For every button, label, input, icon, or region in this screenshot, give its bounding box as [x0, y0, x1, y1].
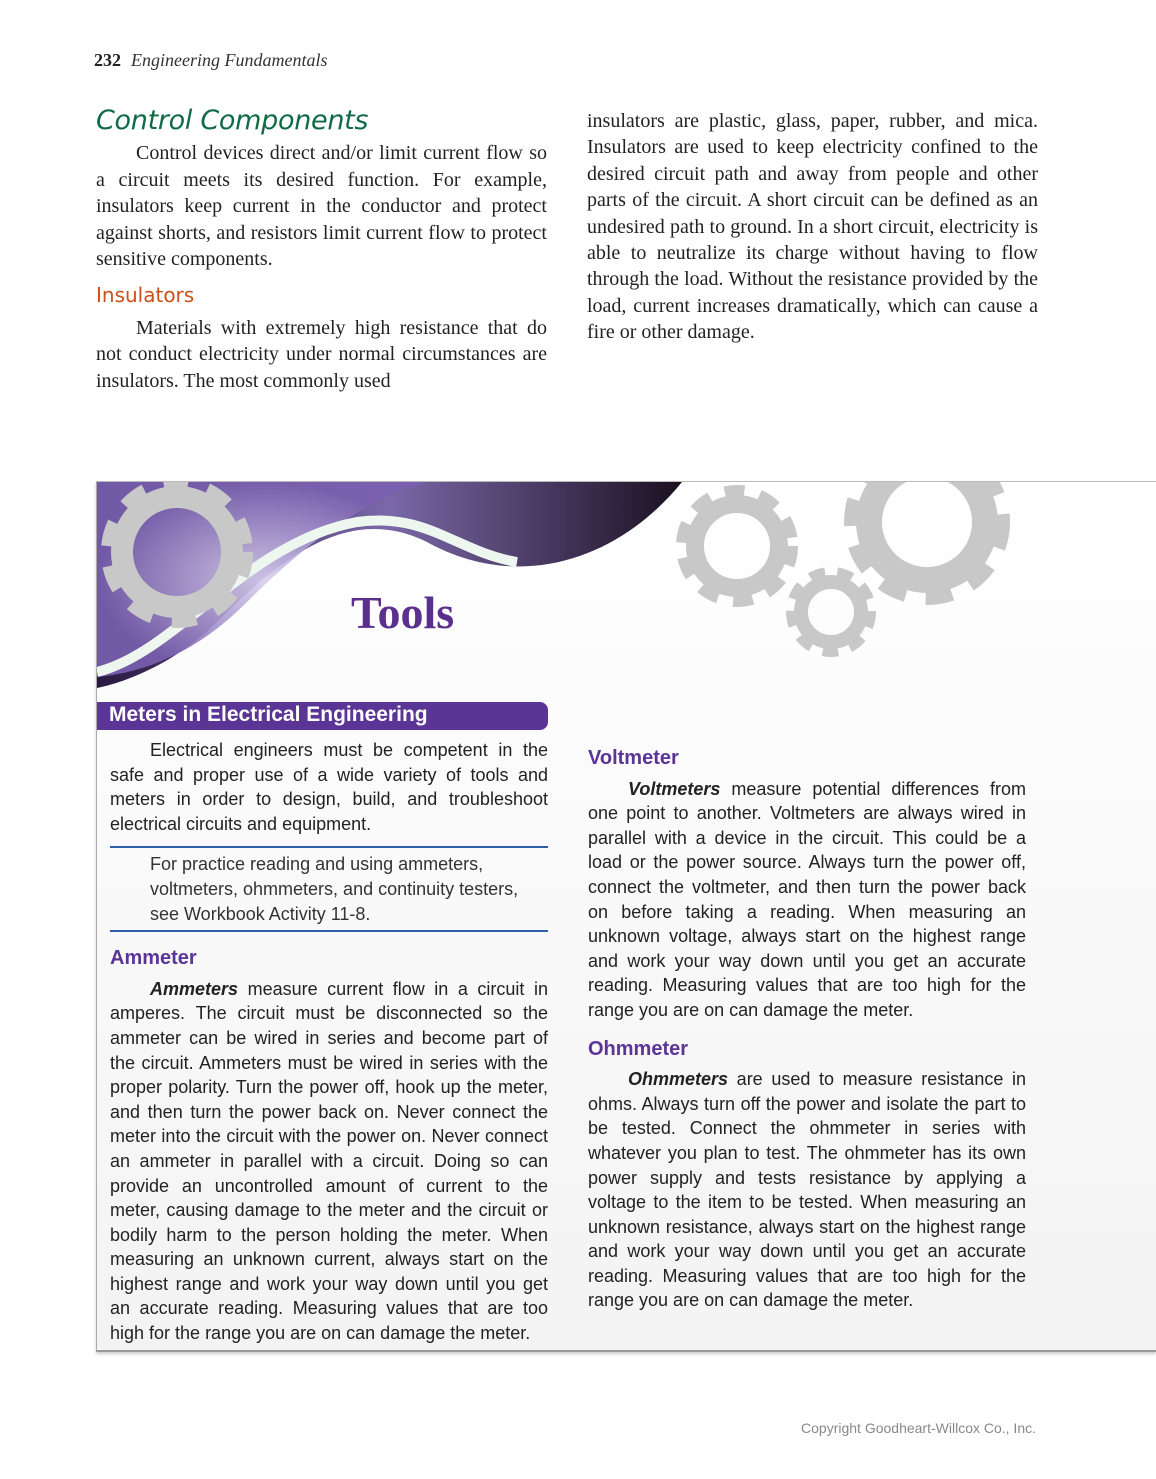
voltmeter-heading: Voltmeter — [588, 747, 679, 769]
ohmmeter-term: Ohmmeters — [628, 1069, 729, 1090]
insulators-heading: Insulators — [96, 283, 195, 308]
voltmeter-text: measure potential differences from one point to another. Voltmeters are always wired in parallel with a device in the circuit. This could be a load or the power source. Always turn the power off, connect the voltmeter, and then turn the power back on before taking a reading. When measuring an unknown voltage, always start on the highest range and work your way down until you get an accurate reading. Measuring values that are too high for the range you are on can damage the meter. — [588, 778, 1026, 1020]
ammeter-heading: Ammeter — [110, 947, 197, 970]
ammeter-text: measure current flow in a circuit in amperes. The circuit must be disconnected so the ammeter can be wired in series and become part of the circuit. Ammeters must be wired in series with the proper polarity. Turn the power off, hook up the meter, and then turn the power back on. Never connect the meter into the circuit with the power on. Never connect an ammeter in parallel with a circuit. Doing so can provide an uncontrolled amount of current to the meter, causing damage to the meter and the circuit or bodily harm to the person holding the meter. When measuring an unknown current, always start on the highest range and work your way down until you get an accurate reading. Measuring values that are too high for the range you are on can damage the meter. — [110, 978, 548, 1344]
box-left-column — [110, 738, 548, 1346]
book-title: Engineering Fundamentals — [131, 50, 328, 70]
box-right-column — [588, 738, 1026, 1313]
voltmeter-term: Voltmeters — [628, 778, 721, 799]
ammeter-term: Ammeters — [150, 978, 239, 999]
ammeter-paragraph — [110, 977, 548, 1346]
intro-paragraph: Control devices direct and/or limit current flow so a circuit meets its desired function. For example, insulators keep current in the conductor and protect against shorts, and resistors limit current flow to protect sensitive components. — [96, 142, 547, 271]
voltmeter-paragraph — [588, 777, 1026, 1023]
workbook-note: For practice reading and using ammeters, voltmeters, ohmmeters, and continuity testers, see Workbook Activity 11-8. — [110, 846, 548, 932]
banner-artwork — [97, 482, 1156, 688]
ohmmeter-heading: Ohmmeter — [588, 1037, 689, 1060]
insulators-paragraph: Materials with extremely high resistance that do not conduct electricity under normal circumstances are insulators. The most commonly used — [96, 316, 547, 392]
insulators-paragraph-continued: insulators are plastic, glass, paper, rubber, and mica. Insulators are used to keep electricity confined to the desired circuit path and away from people and other parts of the circuit. A short circuit can be defined as an undesired path to ground. In a short circuit, electricity is able to neutralize its charge without having to flow through the load. Without the resistance provided by the load, current increases dramatically, which can cause a fire or other damage. — [587, 110, 1038, 344]
banner-title: Tools — [351, 587, 455, 638]
page-number: 232 — [94, 50, 121, 70]
copyright: Copyright Goodheart-Willcox Co., Inc. — [801, 1420, 1036, 1436]
box-intro: Electrical engineers must be competent in the safe and proper use of a wide variety of tools and meters in order to design, build, and troubleshoot electrical circuits and equipment. — [110, 740, 548, 834]
tools-banner — [97, 482, 1156, 688]
running-header — [94, 50, 327, 71]
left-column — [96, 105, 547, 394]
right-column — [587, 108, 1038, 346]
box-title-bar: Meters in Electrical Engineering — [97, 702, 548, 730]
tools-feature-box — [96, 481, 1156, 1352]
ohmmeter-paragraph — [588, 1067, 1026, 1313]
section-title: Control Components — [96, 105, 369, 136]
ohmmeter-text: are used to measure resistance in ohms. Always turn off the power and isolate the part to be tested. Connect the ohmmeter in series with whatever you plan to test. The ohmmeter has its own power supply and tests resistance by applying a voltage to the item to be tested. When measuring an unknown resistance, always start on the highest range and work your way down until you get an accurate reading. Measuring values that are too high for the range you are on can damage the meter. — [588, 1069, 1026, 1311]
